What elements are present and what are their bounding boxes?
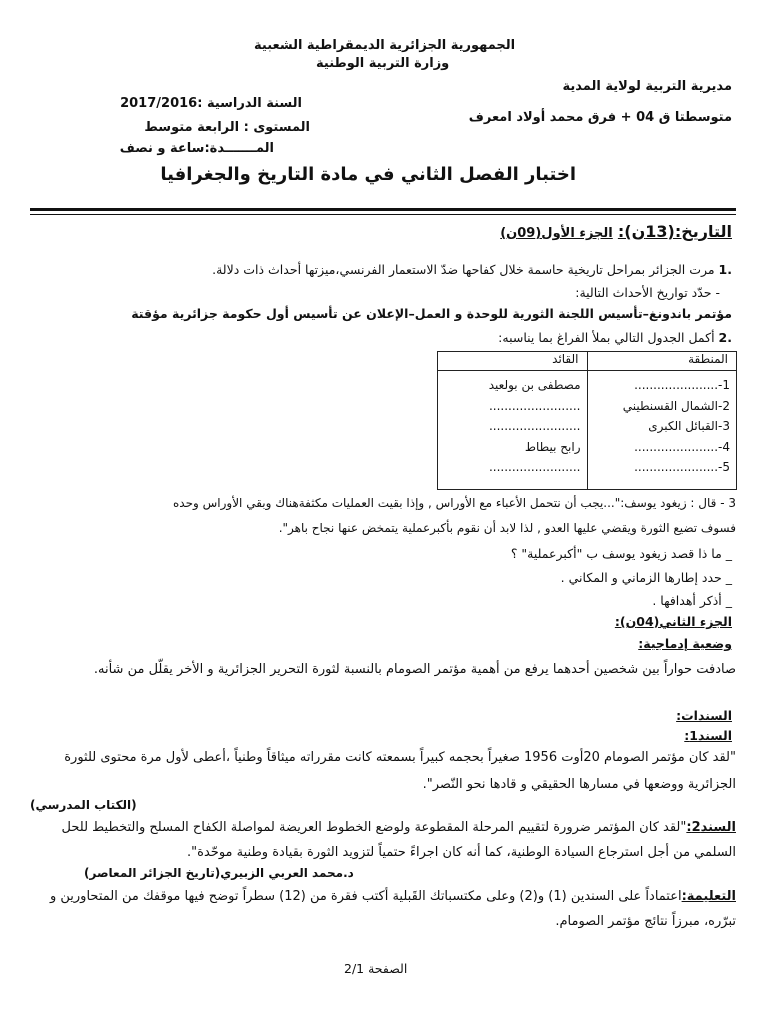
q1-text: مرت الجزائر بمراحل تاريخية حاسمة خلال كفاحها ضدّ الاستعمار الفرنسي،ميزتها أحداث ذات دلالة. — [212, 262, 715, 277]
document1-label: السند1: — [684, 728, 732, 743]
instruction — [32, 884, 736, 934]
instruction-text: اعتماداً على السندين (1) و(2) وعلى مكتسباتك القَبلية أكتب فقرة من (12) سطراً توضح فيها موقفك من المتحاورين و تبرّره، مبرزاً نتائج مؤتمر الصومام. — [49, 889, 736, 929]
q3-quote-line2: فسوف تضيع الثورة ويقضي عليها العدو , لذا لابد أن نقوم بأكبرعملية يتمخض عنها نجاح باهر". — [278, 521, 736, 535]
duration-label: المـــــــدة:ساعة و نصف — [119, 141, 274, 156]
exam-title: اختبار الفصل الثاني في مادة التاريخ والجغرافيا — [160, 164, 576, 185]
level-label: المستوى : الرابعة متوسط — [144, 120, 310, 135]
region-item: 5-...................... — [634, 460, 730, 474]
q2-text: أكمل الجدول التالي بملأ الفراغ بما يناسبه: — [498, 330, 715, 345]
leader-item: ........................ — [488, 419, 581, 433]
situation-text: صادفت حواراً بين شخصين أحدهما يرفع من أهمية مؤتمر الصومام بالنسبة لثورة التحرير الجزائرية و الأخر يقلّل من شأنه. — [93, 662, 736, 677]
question-1 — [212, 262, 732, 277]
document1-text: "لقد كان مؤتمر الصومام 20أوت 1956 صغيراً بحجمه كبيراً بسمعته كانت مقرراته ميثاقاً وطنياً ،أعطى لأول مرة محتوى للثورة الجزائرية ووضعها في مسارها الحقيقي و قادها نحو النّصر". — [64, 750, 736, 792]
part2-title: الجزء الثاني(04ن): — [614, 614, 732, 629]
document2 — [32, 815, 736, 865]
regions-table — [437, 351, 737, 490]
q2-number: .2 — [718, 330, 732, 345]
document2-label: السند2: — [686, 820, 736, 835]
regions-cell — [587, 371, 737, 490]
q1-events: مؤتمر باندونغ–تأسيس اللجنة الثورية للوحدة و العمل–الإعلان عن تأسيس أول حكومة جزائرية مؤقتة — [131, 306, 732, 321]
region-column-header: المنطقة — [587, 352, 737, 371]
document1-source: (الكتاب المدرسي) — [30, 798, 137, 812]
region-item: 2-الشمال القسنطيني — [622, 398, 730, 413]
school-year: السنة الدراسية :2017/2016 — [120, 96, 302, 111]
q3-question-a: _ ما ذا قصد زيغود يوسف ب "أكبرعملية" ؟ — [510, 546, 732, 561]
leader-item: ........................ — [488, 460, 581, 474]
documents-label: السندات: — [676, 708, 732, 723]
history-heading — [500, 222, 732, 241]
q3-question-c: _ أذكر أهدافها . — [652, 593, 732, 608]
q3-question-b: _ حدد إطارها الزماني و المكاني . — [560, 570, 732, 585]
ministry-title: وزارة التربية الوطنية — [316, 56, 450, 71]
leader-item: مصطفى بن بولعيد — [488, 378, 581, 392]
history-title: التاريخ:(13ن): — [617, 222, 732, 241]
q1-number: .1 — [718, 262, 732, 277]
part1-title: الجزء الأول(09ن) — [500, 226, 613, 241]
leader-item: ........................ — [488, 398, 581, 413]
situation-label: وضعية إدماجية: — [638, 636, 732, 651]
q1-task: - حدّد تواريخ الأحداث التالية: — [575, 285, 720, 300]
document2-text: "لقد كان المؤتمر ضرورة لتقييم المرحلة المقطوعة ولوضع الخطوط العريضة لمواصلة الكفاح المسلح والتخطيط للحل السلمي من أجل استرجاع السيادة الوطنية، كما أنه كان اجراءً حتمياً لتزويد الثورة بقيادة وطنية موحّدة". — [61, 820, 736, 860]
document2-source: د.محمد العربي الزبيري(تاريخ الجزائر المعاصر) — [84, 866, 354, 880]
leader-column-header: القائد — [438, 352, 588, 371]
leader-item: رابح بيطاط — [524, 439, 581, 454]
region-item: 3-القبائل الكبرى — [648, 419, 730, 433]
q3-quote-line1: 3 - قال : زيغود يوسف:"...يجب أن نتحمل الأعباء مع الأوراس , وإذا بقيت العمليات مكثفةهناك وبقي الأوراس وحده — [173, 496, 736, 510]
school-label: متوسطتا ق 04 + فرق محمد أولاد امعرف — [468, 110, 732, 125]
question-2 — [498, 330, 732, 345]
leaders-cell — [438, 371, 588, 490]
republic-title: الجمهورية الجزائرية الديمقراطية الشعبية — [254, 38, 516, 53]
region-item: 4-...................... — [634, 439, 730, 454]
page-number: الصفحة 2/1 — [344, 961, 408, 976]
header-divider-thin — [30, 214, 736, 215]
header-divider — [30, 208, 736, 211]
region-item: 1-...................... — [634, 378, 730, 392]
directorate-label: مديرية التربية لولاية المدية — [562, 79, 732, 94]
instruction-label: التعليمة: — [681, 889, 736, 904]
